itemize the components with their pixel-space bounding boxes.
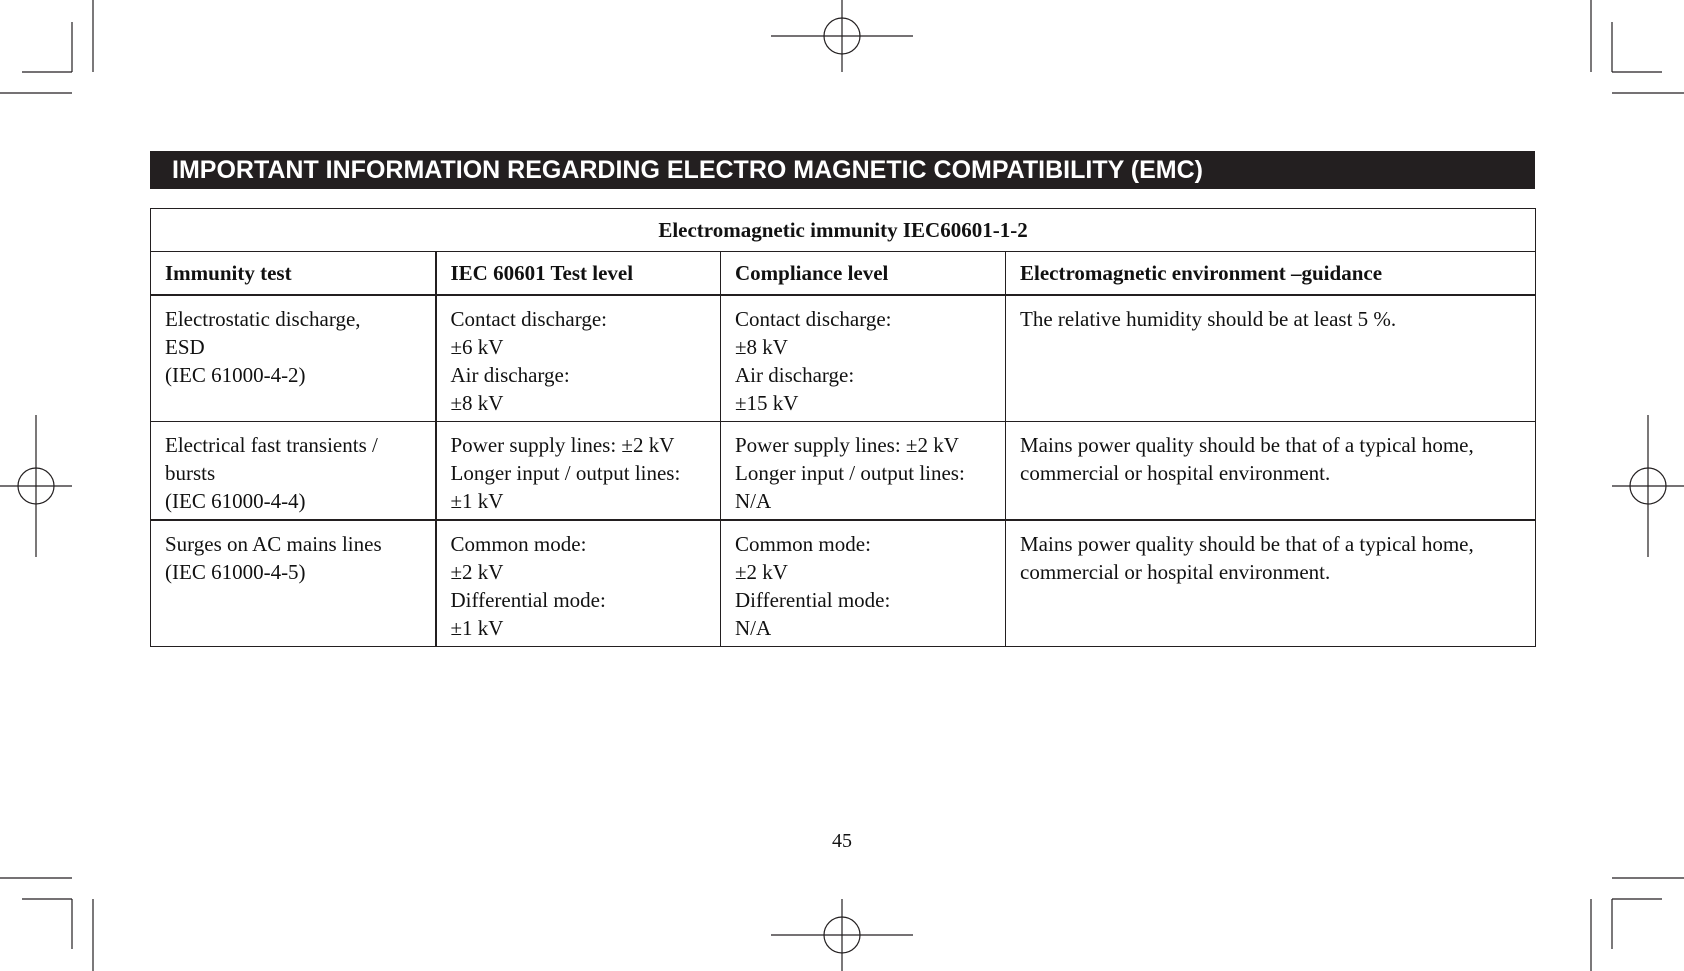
registration-target-icon (1612, 415, 1684, 557)
cell-line: ±2 kV (450, 560, 504, 584)
cell-line: Longer input / output lines: (735, 460, 965, 485)
cell-line: Power supply lines: ±2 kV (735, 432, 959, 457)
column-header-test-level: IEC 60601 Test level (436, 252, 721, 295)
cell-line: Electrical fast transients / (165, 432, 378, 457)
cell-line: ±15 kV (735, 390, 799, 415)
cell-line: ±1 kV (450, 616, 504, 640)
cell-line: bursts (165, 460, 216, 485)
cell-line: Common mode: (735, 532, 871, 556)
cell-compliance-level (721, 421, 1006, 520)
cell-line: commercial or hospital environment. (1020, 460, 1331, 485)
cell-line: Power supply lines: ±2 kV (450, 432, 675, 457)
column-header-compliance-level: Compliance level (721, 252, 1006, 295)
table-row (151, 295, 1536, 422)
cell-line: Differential mode: (450, 588, 606, 612)
cell-line: Mains power quality should be that of a typical home, (1020, 532, 1474, 556)
cell-line: ±1 kV (450, 488, 504, 513)
table-row (151, 421, 1536, 520)
registration-target-icon (771, 899, 913, 971)
cell-line: Differential mode: (735, 588, 891, 612)
cell-immunity-test (151, 520, 436, 647)
table-header-row (151, 252, 1536, 295)
cell-line: Surges on AC mains lines (165, 532, 382, 556)
cell-guidance (1006, 421, 1536, 520)
cell-guidance (1006, 520, 1536, 647)
cell-compliance-level (721, 520, 1006, 647)
cell-line: (IEC 61000-4-2) (165, 362, 306, 387)
page-number: 45 (832, 830, 852, 852)
table-title: Electromagnetic immunity IEC60601-1-2 (151, 209, 1536, 252)
column-header-immunity-test: Immunity test (151, 252, 436, 295)
cell-line: ±6 kV (450, 334, 504, 359)
cell-line: (IEC 61000-4-5) (165, 560, 306, 584)
cell-test-level (436, 421, 721, 520)
cell-line: N/A (735, 488, 772, 513)
cell-line: ±8 kV (735, 334, 788, 359)
cell-line: Longer input / output lines: (450, 460, 681, 485)
cell-line: ESD (165, 334, 205, 359)
table-title-row (151, 209, 1536, 252)
cell-test-level (436, 295, 721, 422)
emc-immunity-table (150, 208, 1536, 647)
cell-line: Mains power quality should be that of a typical home, (1020, 432, 1474, 457)
cell-line: Contact discharge: (735, 306, 892, 331)
cell-line: Electrostatic discharge, (165, 306, 361, 331)
cell-line: N/A (735, 616, 772, 640)
cell-line: Common mode: (450, 532, 587, 556)
cell-line: Air discharge: (735, 362, 855, 387)
cell-line: ±8 kV (450, 390, 504, 415)
section-header: IMPORTANT INFORMATION REGARDING ELECTRO MAGNETIC COMPATIBILITY (EMC) (150, 151, 1535, 189)
cell-line: (IEC 61000-4-4) (165, 488, 306, 513)
cell-line: Contact discharge: (450, 306, 607, 331)
column-header-guidance: Electromagnetic environment –guidance (1006, 252, 1536, 295)
cell-line: commercial or hospital environment. (1020, 560, 1331, 584)
cell-immunity-test (151, 421, 436, 520)
table-row (151, 520, 1536, 647)
cell-line: ±2 kV (735, 560, 788, 584)
cell-guidance (1006, 295, 1536, 422)
cell-compliance-level (721, 295, 1006, 422)
cell-line: Air discharge: (450, 362, 570, 387)
cell-line: The relative humidity should be at least 5 %. (1020, 306, 1397, 331)
cell-immunity-test (151, 295, 436, 422)
registration-target-icon (771, 0, 913, 72)
cell-test-level (436, 520, 721, 647)
registration-target-icon (0, 415, 72, 557)
